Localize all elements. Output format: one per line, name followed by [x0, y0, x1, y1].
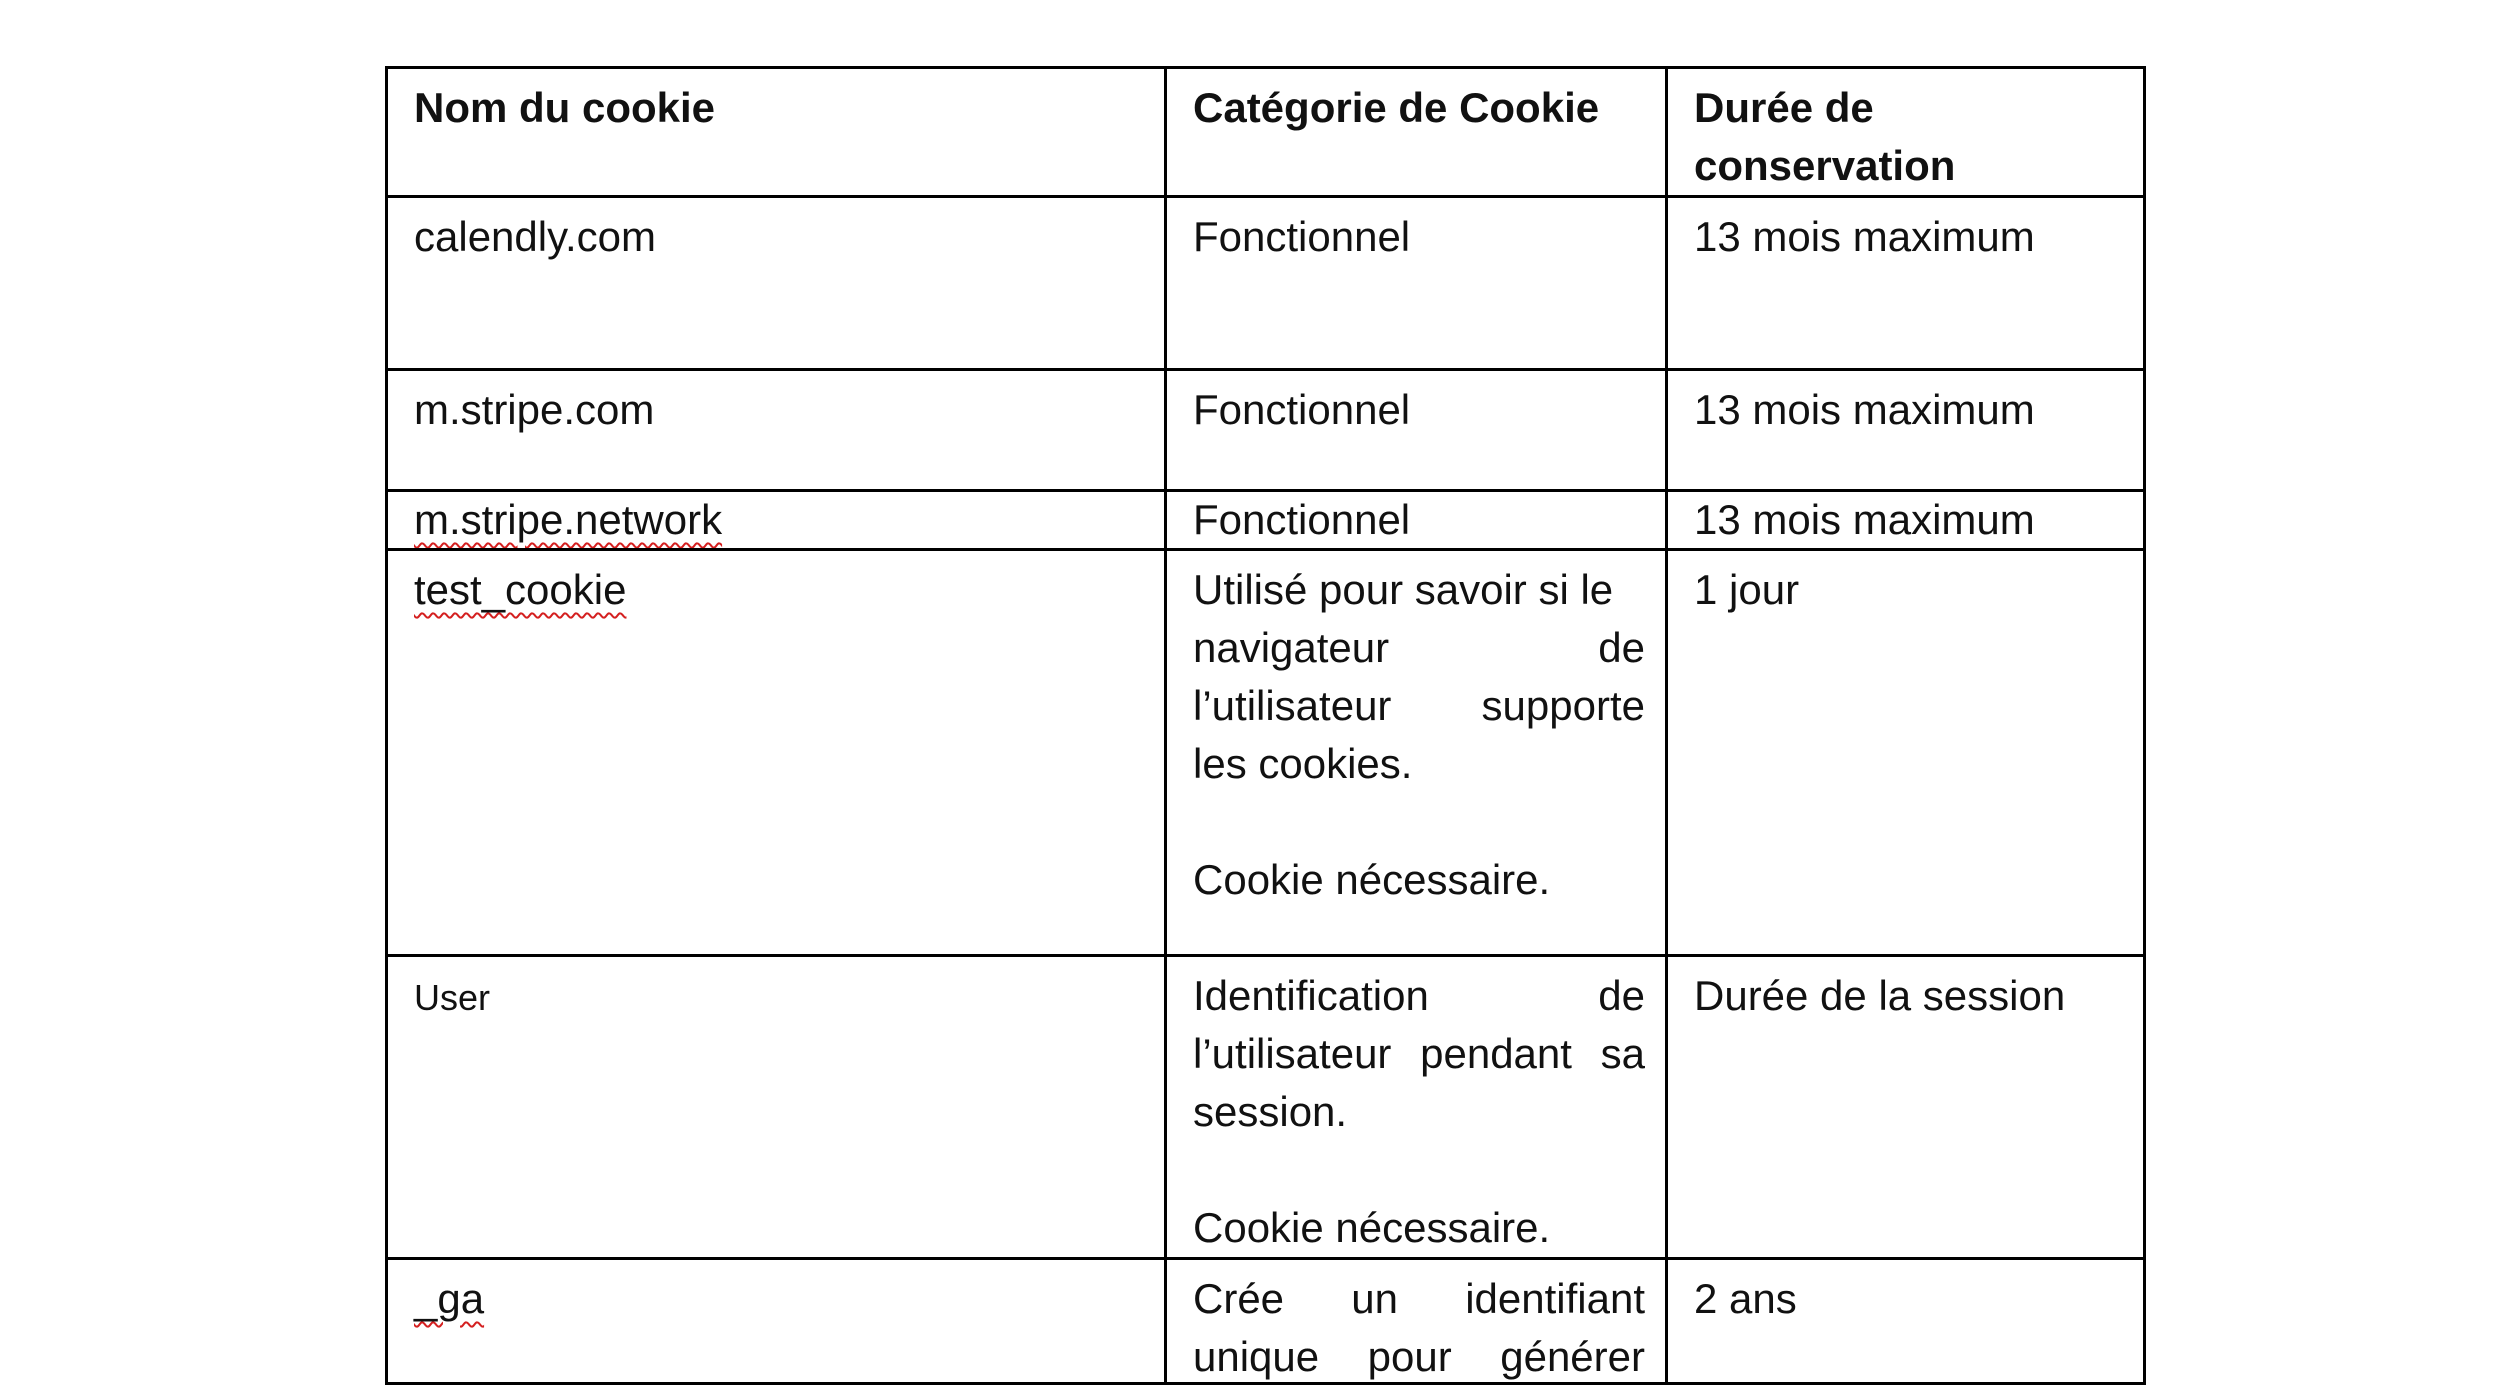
cookie-name-text: User: [414, 977, 491, 1018]
cookie-category-cell: Fonctionnel: [1166, 370, 1667, 491]
header-retention-duration: [1667, 68, 2145, 197]
cookie-duration-cell: 2 ans: [1667, 1259, 2145, 1384]
cookie-name-text: test_cookie: [414, 566, 627, 613]
cookie-duration-cell: Durée de la session: [1667, 956, 2145, 1259]
cookie-category-cell: Fonctionnel: [1166, 197, 1667, 370]
header-cookie-category: Catégorie de Cookie: [1166, 68, 1667, 197]
cookie-category-cell: [1166, 550, 1667, 956]
cookie-name-text: _ga: [414, 1275, 485, 1322]
category-line: navigateur de: [1193, 624, 1645, 671]
header-retention-duration-text: Durée de conservation: [1694, 84, 1956, 189]
category-line: session.: [1193, 1088, 1348, 1135]
category-note: Cookie nécessaire.: [1193, 856, 1551, 903]
cookie-category-cell: Fonctionnel: [1166, 491, 1667, 550]
cookie-duration-cell: 13 mois maximum: [1667, 370, 2145, 491]
table-row: [387, 1259, 2145, 1384]
cookie-table: [385, 66, 2146, 1385]
cookie-duration-cell: 1 jour: [1667, 550, 2145, 956]
cookie-category-cell: [1166, 956, 1667, 1259]
category-line: Utilisé pour savoir si le: [1193, 566, 1614, 613]
cookie-name-cell: [387, 956, 1166, 1259]
header-cookie-name: Nom du cookie: [387, 68, 1166, 197]
table-header-row: [387, 68, 2145, 197]
paragraph-gap: [1193, 793, 1645, 851]
cookie-name-cell: m.stripe.com: [387, 370, 1166, 491]
table-row: [387, 491, 2145, 550]
cookie-name-cell: [387, 491, 1166, 550]
table-row: [387, 370, 2145, 491]
cookie-name-cell: [387, 1259, 1166, 1384]
category-clip: [1193, 1270, 1645, 1382]
category-note: Cookie nécessaire.: [1193, 1204, 1551, 1251]
category-line: les cookies.: [1193, 740, 1413, 787]
cookie-name-cell: [387, 550, 1166, 956]
table-row: [387, 197, 2145, 370]
table-row: [387, 550, 2145, 956]
category-line: l’utilisateur supporte: [1193, 682, 1645, 729]
category-line: Identification de: [1193, 972, 1645, 1019]
table-row: [387, 956, 2145, 1259]
cookie-category-cell: [1166, 1259, 1667, 1384]
cookie-duration-cell: 13 mois maximum: [1667, 491, 2145, 550]
cookie-name-text: m.stripe.network: [414, 496, 723, 543]
paragraph-gap: [1193, 1141, 1645, 1199]
cookie-duration-cell: 13 mois maximum: [1667, 197, 2145, 370]
category-line: unique pour générer: [1193, 1333, 1645, 1380]
category-line: l’utilisateur pendant sa: [1193, 1030, 1645, 1077]
cookie-name-cell: calendly.com: [387, 197, 1166, 370]
category-line: Crée un identifiant: [1193, 1275, 1645, 1322]
